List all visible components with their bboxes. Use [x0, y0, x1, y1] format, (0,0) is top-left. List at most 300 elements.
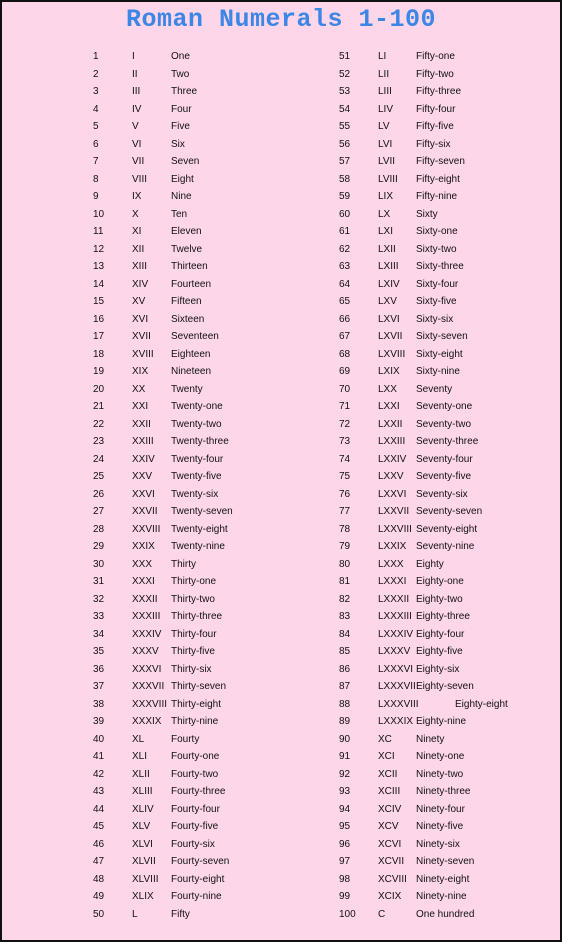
arabic-number: 20 [93, 383, 105, 395]
roman-numeral: LXXXI [378, 576, 407, 587]
roman-numeral: LXXXIV [378, 628, 414, 640]
roman-numeral: XCVIII [378, 873, 407, 885]
roman-numeral: XXXII [132, 593, 158, 605]
number-word: Thirteen [171, 261, 208, 272]
arabic-number: 40 [93, 733, 105, 745]
arabic-number: 2 [93, 68, 99, 80]
number-word: Ninety-one [416, 751, 465, 762]
roman-numeral: XXXIII [132, 611, 161, 622]
roman-numeral: XCIV [378, 803, 402, 815]
arabic-number: 7 [93, 156, 99, 167]
number-word: Fourty [171, 733, 200, 745]
number-word: Twenty-nine [171, 541, 225, 552]
roman-numeral: XLVIII [132, 873, 159, 885]
number-word: Ninety-six [416, 838, 460, 850]
roman-numeral: VII [132, 156, 145, 167]
number-word: Thirty-six [171, 663, 212, 675]
number-word: Seventy [416, 383, 453, 395]
arabic-number: 88 [339, 698, 351, 710]
number-word: Seventy-one [416, 401, 473, 412]
number-word: Sixty-three [416, 261, 464, 272]
roman-numeral: XLII [132, 768, 150, 780]
roman-numeral: XC [378, 733, 392, 745]
roman-numeral: XXVI [132, 488, 155, 500]
arabic-number: 50 [93, 908, 105, 920]
arabic-number: 79 [339, 541, 351, 552]
number-word: Thirty-four [171, 628, 217, 640]
arabic-number: 25 [93, 471, 105, 482]
arabic-number: 28 [93, 523, 105, 535]
roman-numeral: XI [132, 226, 142, 237]
number-word: Sixty-four [416, 278, 459, 290]
arabic-number: 19 [93, 366, 105, 377]
number-word: Seventeen [171, 331, 219, 342]
arabic-number: 77 [339, 506, 351, 517]
number-word: Seventy-eight [416, 523, 478, 535]
number-word: Twenty-four [171, 453, 224, 465]
number-word: Eighty [416, 558, 444, 570]
number-word: Five [171, 121, 190, 132]
roman-numeral: LXXIX [378, 541, 407, 552]
arabic-number: 67 [339, 331, 351, 342]
roman-numeral: XXXVIII [132, 698, 168, 710]
arabic-number: 86 [339, 663, 351, 675]
arabic-number: 4 [93, 103, 99, 115]
number-word: Eighty-four [416, 628, 465, 640]
arabic-number: 56 [339, 138, 351, 150]
number-word: Eleven [171, 226, 202, 237]
roman-numeral: XXXVI [132, 663, 162, 675]
number-word: Fourty-five [171, 821, 219, 832]
arabic-number: 9 [93, 191, 99, 202]
arabic-number: 3 [93, 86, 99, 97]
number-word: Thirty-three [171, 611, 223, 622]
arabic-number: 99 [339, 891, 351, 902]
number-word: Fifty-eight [416, 173, 460, 185]
arabic-number: 59 [339, 191, 351, 202]
arabic-number: 10 [93, 208, 105, 220]
arabic-number: 89 [339, 716, 351, 727]
number-word: Twelve [171, 243, 203, 255]
roman-numeral: XXIX [132, 541, 155, 552]
roman-numeral: XLI [132, 751, 148, 762]
roman-numeral: LXXI [378, 401, 400, 412]
number-word: Seven [171, 156, 200, 167]
number-word: Thirty-eight [171, 698, 222, 710]
roman-numeral: XVIII [132, 348, 154, 360]
roman-numeral: XXII [132, 418, 151, 430]
roman-numeral: XXIII [132, 436, 154, 447]
roman-numeral: LVI [378, 138, 393, 150]
arabic-number: 51 [339, 51, 351, 62]
roman-numeral: XII [132, 243, 145, 255]
number-word: Twenty-eight [171, 523, 228, 535]
roman-numeral: XXXVII [132, 681, 165, 692]
arabic-number: 38 [93, 698, 105, 710]
number-word: Twenty-two [171, 418, 222, 430]
roman-numeral: LXXIII [378, 436, 406, 447]
arabic-number: 35 [93, 646, 105, 657]
arabic-number: 60 [339, 208, 351, 220]
arabic-number: 96 [339, 838, 351, 850]
roman-numeral: XLV [132, 821, 151, 832]
arabic-number: 71 [339, 401, 351, 412]
number-word: Two [171, 68, 190, 80]
arabic-number: 76 [339, 488, 351, 500]
arabic-number: 66 [339, 313, 351, 325]
number-word: Seventy-six [416, 488, 468, 500]
arabic-number: 61 [339, 226, 351, 237]
number-word: Fourty-four [171, 803, 220, 815]
number-word: Ninety-three [416, 786, 471, 797]
roman-numeral: LXII [378, 243, 396, 255]
roman-numeral: LXVI [378, 313, 400, 325]
number-word: Fifty-four [416, 103, 456, 115]
number-word: Eight [171, 173, 194, 185]
arabic-number: 70 [339, 383, 351, 395]
roman-numeral: LXVII [378, 331, 403, 342]
arabic-number: 55 [339, 121, 351, 132]
roman-numeral: I [132, 51, 135, 62]
arabic-number: 49 [93, 891, 105, 902]
arabic-number: 26 [93, 488, 105, 500]
arabic-number: 34 [93, 628, 105, 640]
number-word: Fourty-two [171, 768, 219, 780]
number-word: Fourty-three [171, 786, 226, 797]
arabic-number: 42 [93, 768, 105, 780]
roman-numeral: LXXXIX [378, 716, 414, 727]
roman-numeral: II [132, 68, 138, 80]
arabic-number: 84 [339, 628, 351, 640]
arabic-number: 31 [93, 576, 105, 587]
number-word: Fourty-nine [171, 891, 222, 902]
number-word: Fourty-seven [171, 856, 230, 867]
roman-numeral: XLIX [132, 891, 154, 902]
roman-numeral: XLVII [132, 856, 156, 867]
roman-numeral: LXIX [378, 366, 400, 377]
number-word: Thirty-one [171, 576, 217, 587]
roman-numeral: XIV [132, 278, 149, 290]
roman-numeral: LXXXIII [378, 611, 412, 622]
number-word: Thirty-two [171, 593, 215, 605]
arabic-number: 36 [93, 663, 105, 675]
roman-numeral: XCV [378, 821, 399, 832]
arabic-number: 53 [339, 86, 351, 97]
number-word: Fifty-seven [416, 156, 465, 167]
arabic-number: 81 [339, 576, 351, 587]
number-word: Six [171, 138, 185, 150]
roman-numeral: XLVI [132, 838, 153, 850]
roman-numeral: XVI [132, 313, 149, 325]
roman-numeral: IX [132, 191, 142, 202]
number-word: Fifty-six [416, 138, 451, 150]
arabic-number: 64 [339, 278, 351, 290]
number-word: Sixty [416, 208, 438, 220]
number-word: Eighty-one [416, 576, 464, 587]
number-word: Seventy-two [416, 418, 472, 430]
arabic-number: 63 [339, 261, 351, 272]
arabic-number: 47 [93, 856, 105, 867]
roman-numeral: LIX [378, 191, 394, 202]
roman-numeral: LX [378, 208, 391, 220]
arabic-number: 82 [339, 593, 351, 605]
arabic-number: 100 [339, 908, 356, 920]
number-word: Twenty-one [171, 401, 223, 412]
roman-numeral: LVIII [378, 173, 398, 185]
number-word: Sixty-seven [416, 331, 468, 342]
roman-numeral: LXIV [378, 278, 400, 290]
arabic-number: 98 [339, 873, 351, 885]
roman-numeral: XXVIII [132, 523, 161, 535]
arabic-number: 44 [93, 803, 105, 815]
number-word: Ninety [416, 733, 445, 745]
number-word: One hundred [416, 908, 475, 920]
roman-numeral: LXIII [378, 261, 399, 272]
roman-numeral: XCIII [378, 786, 401, 797]
number-word: Fourteen [171, 278, 212, 290]
arabic-number: 12 [93, 243, 105, 255]
roman-numeral: L [132, 908, 138, 920]
roman-numeral: V [132, 121, 139, 132]
roman-numeral: XCI [378, 751, 395, 762]
number-word: Ninety-four [416, 803, 465, 815]
arabic-number: 24 [93, 453, 105, 465]
roman-numeral: LI [378, 51, 387, 62]
arabic-number: 21 [93, 401, 105, 412]
roman-numeral: IV [132, 103, 142, 115]
number-word: Ninety-two [416, 768, 464, 780]
roman-numeral: LIV [378, 103, 394, 115]
number-word: Fifty [171, 908, 190, 920]
number-word: Fifty-one [416, 51, 455, 62]
number-word: Eighty-three [416, 611, 470, 622]
number-word: Nine [171, 191, 192, 202]
roman-numeral: XIX [132, 366, 149, 377]
arabic-number: 6 [93, 138, 99, 150]
number-word: Twenty-six [171, 488, 219, 500]
number-word: Eighteen [171, 348, 211, 360]
number-word: Twenty-three [171, 436, 229, 447]
roman-numeral: XVII [132, 331, 151, 342]
roman-numeral: LVII [378, 156, 396, 167]
number-word: Sixty-nine [416, 366, 460, 377]
number-word: Seventy-five [416, 471, 472, 482]
number-word: Sixty-five [416, 296, 457, 307]
arabic-number: 15 [93, 296, 105, 307]
arabic-number: 52 [339, 68, 351, 80]
arabic-number: 27 [93, 506, 105, 517]
number-word: Thirty-seven [171, 681, 227, 692]
roman-numeral: XXV [132, 471, 153, 482]
arabic-number: 23 [93, 436, 105, 447]
roman-numeral: LII [378, 68, 390, 80]
roman-numeral: XLIII [132, 786, 153, 797]
arabic-number: 65 [339, 296, 351, 307]
arabic-number: 14 [93, 278, 105, 290]
arabic-number: 95 [339, 821, 351, 832]
roman-numeral: LXXXII [378, 593, 410, 605]
number-word: Ninety-nine [416, 891, 467, 902]
roman-numeral: VI [132, 138, 142, 150]
arabic-number: 90 [339, 733, 351, 745]
roman-numeral: LXXVI [378, 488, 407, 500]
roman-numeral: XCII [378, 768, 398, 780]
roman-numeral: LXXV [378, 471, 404, 482]
arabic-number: 87 [339, 681, 351, 692]
roman-numeral: XL [132, 733, 145, 745]
arabic-number: 75 [339, 471, 351, 482]
number-word: Fifteen [171, 296, 202, 307]
number-word: Twenty [171, 383, 203, 395]
roman-numeral: LXI [378, 226, 394, 237]
arabic-number: 85 [339, 646, 351, 657]
roman-numeral: LIII [378, 86, 392, 97]
number-word: Four [171, 103, 192, 115]
arabic-number: 92 [339, 768, 351, 780]
number-word: Fifty-three [416, 86, 462, 97]
number-word: Fifty-nine [416, 191, 458, 202]
roman-numeral: LXVIII [378, 348, 406, 360]
number-word: Thirty-nine [171, 716, 219, 727]
arabic-number: 45 [93, 821, 105, 832]
arabic-number: 18 [93, 348, 105, 360]
number-word: Three [171, 86, 198, 97]
number-word: Ninety-eight [416, 873, 470, 885]
roman-numeral: LXXIV [378, 453, 407, 465]
roman-numeral: XXX [132, 558, 153, 570]
roman-numeral: III [132, 86, 141, 97]
number-word: Seventy-seven [416, 506, 483, 517]
roman-numeral: LXXXVI [378, 663, 414, 675]
roman-numeral: LV [378, 121, 390, 132]
number-word: Fourty-eight [171, 873, 225, 885]
arabic-number: 73 [339, 436, 351, 447]
arabic-number: 83 [339, 611, 351, 622]
number-word: Ten [171, 208, 188, 220]
roman-numeral: XXXV [132, 646, 159, 657]
roman-numeral: LXXII [378, 418, 403, 430]
roman-numeral: LXXX [378, 558, 404, 570]
number-word: Nineteen [171, 366, 212, 377]
arabic-number: 68 [339, 348, 351, 360]
number-word: Ninety-five [416, 821, 464, 832]
arabic-number: 97 [339, 856, 351, 867]
arabic-number: 48 [93, 873, 105, 885]
arabic-number: 69 [339, 366, 351, 377]
arabic-number: 29 [93, 541, 105, 552]
roman-numeral: LXXVII [378, 506, 410, 517]
roman-numeral: XXI [132, 401, 149, 412]
arabic-number: 91 [339, 751, 351, 762]
roman-numeral: XX [132, 383, 146, 395]
arabic-number: 41 [93, 751, 105, 762]
arabic-number: 80 [339, 558, 351, 570]
number-word: Eighty-seven [416, 681, 474, 692]
roman-numeral: XXVII [132, 506, 158, 517]
arabic-number: 46 [93, 838, 105, 850]
arabic-number: 16 [93, 313, 105, 325]
arabic-number: 1 [93, 51, 99, 62]
number-word: Eighty-six [416, 663, 460, 675]
arabic-number: 8 [93, 173, 99, 185]
number-word: Sixty-six [416, 313, 454, 325]
roman-numeral: XV [132, 296, 146, 307]
arabic-number: 22 [93, 418, 105, 430]
number-word: Thirty [171, 558, 196, 570]
number-word: Seventy-three [416, 436, 479, 447]
arabic-number: 93 [339, 786, 351, 797]
number-word: Fifty-two [416, 68, 454, 80]
number-word: Fourty-one [171, 751, 220, 762]
number-word: Seventy-four [416, 453, 473, 465]
number-word: Eighty-two [416, 593, 463, 605]
roman-numeral: XCIX [378, 891, 402, 902]
number-word: Twenty-seven [171, 506, 233, 517]
number-word: Twenty-five [171, 471, 222, 482]
number-word: Seventy-nine [416, 541, 475, 552]
arabic-number: 72 [339, 418, 351, 430]
roman-numeral: LXXXVIII [378, 698, 419, 710]
roman-numeral: XLIV [132, 803, 154, 815]
arabic-number: 13 [93, 261, 105, 272]
roman-numeral: XXXIX [132, 716, 162, 727]
roman-numeral: XCVII [378, 856, 405, 867]
number-word: One [171, 51, 190, 62]
roman-numeral: XIII [132, 261, 148, 272]
number-word: Eighty-eight [455, 698, 508, 710]
roman-numeral: VIII [132, 173, 148, 185]
roman-numeral: LXXXVII [378, 681, 416, 692]
number-word: Thirty-five [171, 646, 215, 657]
arabic-number: 74 [339, 453, 351, 465]
roman-numeral: X [132, 208, 139, 220]
number-word: Sixty-eight [416, 348, 463, 360]
roman-numeral: XXIV [132, 453, 155, 465]
number-word: Ninety-seven [416, 856, 475, 867]
arabic-number: 39 [93, 716, 105, 727]
number-word: Fifty-five [416, 121, 454, 132]
arabic-number: 5 [93, 121, 99, 132]
arabic-number: 78 [339, 523, 351, 535]
number-word: Sixty-one [416, 226, 458, 237]
arabic-number: 62 [339, 243, 351, 255]
number-word: Eighty-five [416, 646, 463, 657]
page-title: Roman Numerals 1-100 [125, 5, 437, 34]
roman-numeral: LXXVIII [378, 523, 412, 535]
roman-numeral: LXXXV [378, 646, 411, 657]
arabic-number: 32 [93, 593, 105, 605]
number-word: Eighty-nine [416, 716, 467, 727]
roman-numeral: LXV [378, 296, 397, 307]
roman-numeral: XCVI [378, 838, 402, 850]
number-word: Fourty-six [171, 838, 215, 850]
arabic-number: 33 [93, 611, 105, 622]
number-word: Sixty-two [416, 243, 457, 255]
arabic-number: 58 [339, 173, 351, 185]
arabic-number: 94 [339, 803, 351, 815]
arabic-number: 17 [93, 331, 105, 342]
arabic-number: 54 [339, 103, 351, 115]
arabic-number: 11 [93, 226, 104, 237]
arabic-number: 43 [93, 786, 105, 797]
roman-numeral: XXXI [132, 576, 155, 587]
arabic-number: 30 [93, 558, 105, 570]
roman-numeral: XXXIV [132, 628, 162, 640]
arabic-number: 57 [339, 156, 351, 167]
roman-numeral: LXX [378, 383, 397, 395]
arabic-number: 37 [93, 681, 105, 692]
roman-numeral: C [378, 908, 386, 920]
